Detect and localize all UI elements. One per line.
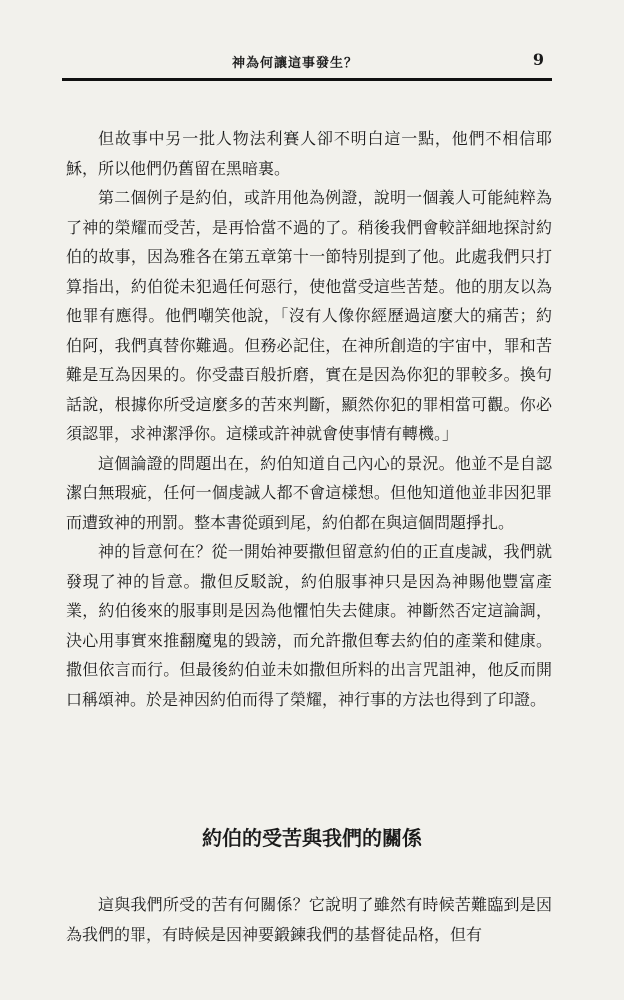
running-header xyxy=(62,50,552,74)
running-title: 神為何讓這事發生？ xyxy=(232,56,359,71)
paragraph-4: 神的旨意何在？從一開始神要撒但留意約伯的正直虔誠，我們就發現了神的旨意。撒但反駁說，約伯服事神只是因為神賜他豐富產業，約伯後來的服事則是因為他懼怕失去健康。神斷然否定這論調，決心用事實來推翻魔鬼的毀謗，而允許撒但奪去約伯的產業和健康。撒但依言而行。但最後約伯並未如撒但所料的出言咒詛神，他反而開口稱頌神。於是神因約伯而得了榮耀，神行事的方法也得到了印證。 xyxy=(66,542,552,709)
page-number: 9 xyxy=(532,50,544,69)
paragraph-3: 這個論證的問題出在，約伯知道自己內心的景況。他並不是自認潔白無瑕疵，任何一個虔誠人都不會這樣想。但他知道他並非因犯罪而遭致神的刑罰。整本書從頭到尾，約伯都在與這個問題掙扎。 xyxy=(66,453,552,532)
section-body xyxy=(66,890,552,949)
section-paragraph: 這與我們所受的苦有何關係？它說明了雖然有時候苦難臨到是因為我們的罪，有時候是因神要鍛鍊我們的基督徒品格，但有 xyxy=(66,895,552,944)
header-rule xyxy=(62,78,552,81)
section-heading: 約伯的受苦與我們的關係 xyxy=(202,826,422,850)
paragraph-1: 但故事中另一批人物法利賽人卻不明白這一點，他們不相信耶穌，所以他們仍舊留在黑暗裏。 xyxy=(66,129,552,178)
paragraph-2: 第二個例子是約伯，或許用他為例證，說明一個義人可能純粹為了神的榮耀而受苦，是再恰當不過的了。稍後我們會較詳細地探討約伯的故事，因為雅各在第五章第十一節特別提到了他。此處我們只打算指出，約伯從未犯過任何惡行，使他當受這些苦楚。他的朋友以為他罪有應得。他們嘲笑他說，「沒有人像你經歷過這麼大的痛苦；約伯阿，我們真替你難過。但務必記住，在神所創造的宇宙中，罪和苦難是互為因果的。你受盡百般折磨，實在是因為你犯的罪較多。換句話說，根據你所受這麼多的苦來判斷，顯然你犯的罪相當可觀。你必須認罪，求神潔淨你。這樣或許神就會使事情有轉機。」 xyxy=(66,188,552,443)
body-text xyxy=(66,124,552,714)
